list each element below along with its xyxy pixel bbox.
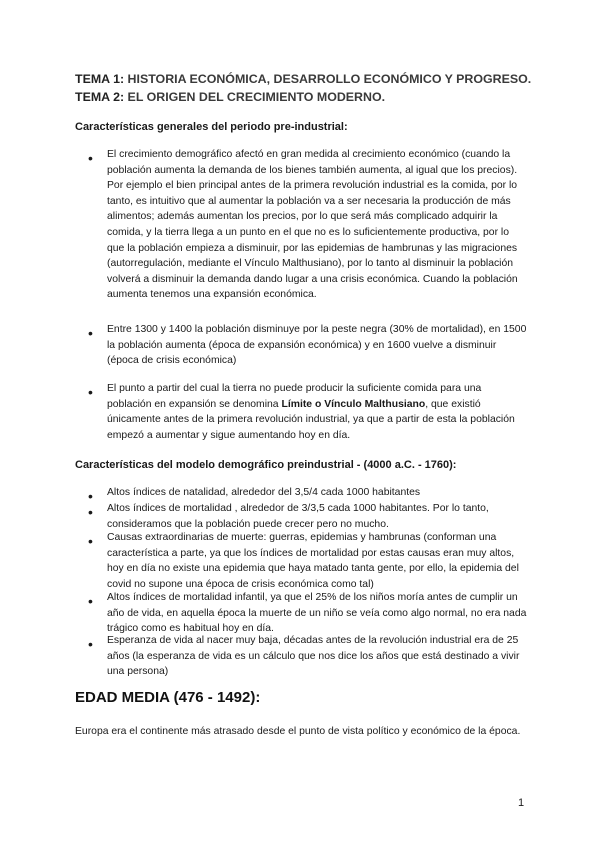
- demographic-item-1: Altos índices de natalidad, alrededor del 3,5/4 cada 1000 habitantes: [107, 487, 421, 498]
- edad-media-heading: EDAD MEDIA (476 - 1492):: [75, 689, 261, 706]
- tema-1-text: HISTORIA ECONÓMICA, DESARROLLO ECONÓMICO Y PROGRESO.: [124, 72, 532, 86]
- bullet-icon: •: [88, 504, 93, 520]
- bullet-icon: •: [88, 636, 93, 652]
- bullet-icon: •: [88, 593, 93, 609]
- tema-2-title: [75, 88, 385, 106]
- tema-1-title: [75, 70, 531, 88]
- malthus-text-before: El punto a partir del cual la tierra no puede producir la suficiente comida para una población en expansión se denomina: [107, 383, 482, 410]
- malthus-text-after: , que existió únicamente antes de la primera revolución industrial, ya que a partir de esta la población empezó a aumentar y sigue aumentando hoy en día.: [107, 398, 515, 441]
- demographic-item-5: Esperanza de vida al nacer muy baja, décadas antes de la revolución industrial era de 25 años (la esperanza de vida es un cálculo que nos dice los años que está destinado a vivir una persona): [107, 635, 520, 678]
- bullet-icon: •: [88, 325, 93, 341]
- demographic-item-3: Causas extraordinarias de muerte: guerras, epidemias y hambrunas (conforman una característica a parte, ya que los índices de mortalidad por estas causas eran muy altos, hoy en día no existe una epidemia que haya matado tanta gente, por ello, la epidemia del covid no supone una época de crisis económica como tal): [107, 532, 519, 590]
- preindustrial-heading: Características generales del periodo pre-industrial:: [75, 121, 348, 133]
- preindustrial-item-2: Entre 1300 y 1400 la población disminuye por la peste negra (30% de mortalidad), en 1500 la población aumenta (época de expansión económica) y en 1600 vuelve a disminuir (época de crisis económica): [107, 324, 527, 367]
- bullet-icon: •: [88, 384, 93, 400]
- tema-1-label: TEMA 1:: [75, 72, 125, 86]
- tema-2-text: EL ORIGEN DEL CRECIMIENTO MODERNO.: [124, 90, 386, 104]
- bullet-icon: •: [88, 488, 93, 504]
- demographic-heading: Características del modelo demográfico preindustrial - (4000 a.C. - 1760):: [75, 459, 457, 471]
- preindustrial-item-3: [107, 381, 527, 443]
- bullet-icon: •: [88, 533, 93, 549]
- bullet-icon: •: [88, 150, 93, 166]
- demographic-item-4: Altos índices de mortalidad infantil, ya que el 25% de los niños moría antes de cumplir un año de vida, en aquella época la muerte de un niño se veía como algo normal, no era nada trágico como es habitual hoy en día.: [107, 592, 527, 635]
- preindustrial-item-1: El crecimiento demográfico afectó en gran medida al crecimiento económico (cuando la población aumenta la demanda de los bienes también aumenta, al igual que los precios). Por ejemplo el bien principal antes de la primera revolución industrial es la comida, por lo tanto, es intuitivo que al aumentar la población va a ser necesaria la producción de más alimentos; además aumentan los precios, por lo que será más complicado adquirir la comida, y la tierra llega a un punto en el que no es lo suficientemente productiva, por lo que la población empieza a disminuir, por las epidemias de hambrunas y las migraciones (autorregulación, mediante el Vínculo Malthusiano), por lo tanto al disminuir la población volverá a disminuir la demanda dando lugar a una crisis económica. Cuando la población aumenta tenemos una expansión económica.: [107, 149, 518, 301]
- page-number: 1: [518, 797, 525, 809]
- edad-media-paragraph: Europa era el continente más atrasado desde el punto de vista político y económico de la época.: [75, 726, 521, 737]
- malthus-term: Límite o Vínculo Malthusiano: [281, 398, 426, 410]
- demographic-item-2: Altos índices de mortalidad , alrededor de 3/3,5 cada 1000 habitantes. Por lo tanto, consideramos que la población puede crecer pero no mucho.: [107, 503, 489, 530]
- tema-2-label: TEMA 2:: [75, 90, 125, 104]
